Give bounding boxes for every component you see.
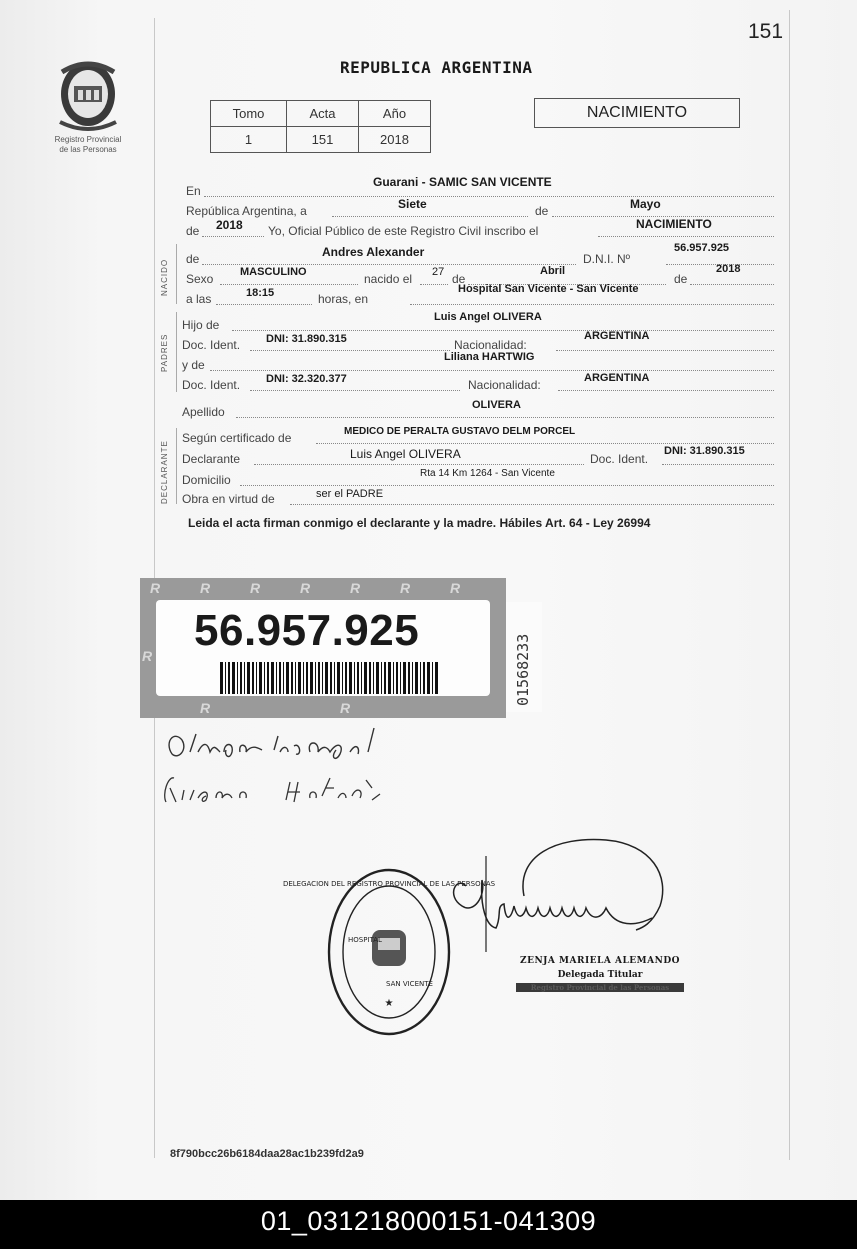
nacido-el-label: nacido el (364, 272, 413, 286)
birth-day-line (420, 284, 448, 285)
birth-day-value: 27 (432, 266, 445, 278)
de-label: de (535, 204, 549, 218)
hour-value: 18:15 (246, 287, 275, 299)
inscribe-line (598, 236, 774, 237)
sticker-r-mark: R (200, 580, 211, 596)
de2-label: de (186, 224, 200, 238)
logo-caption-line1: Registro Provincial (54, 135, 122, 144)
mother-value: Liliana HARTWIG (444, 351, 535, 363)
barcode (220, 662, 440, 694)
right-margin-line (789, 10, 790, 1160)
sexo-label: Sexo (186, 272, 214, 286)
dni-sticker (140, 578, 506, 718)
name-line (202, 264, 576, 265)
officer-title: Delegada Titular (557, 970, 643, 980)
officer-text: Yo, Oficial Público de este Registro Civil inscribo el (268, 224, 539, 238)
certificado-value: MEDICO DE PERALTA GUSTAVO DELM PORCEL (344, 426, 576, 437)
declarante-doc-label: Doc. Ident. (590, 452, 649, 466)
value-acta: 151 (287, 127, 359, 153)
domicilio-label: Domicilio (182, 473, 231, 487)
nac2-label: Nacionalidad: (468, 378, 541, 392)
apellido-value: OLIVERA (472, 399, 521, 411)
father-line (232, 330, 774, 331)
country-title: REPUBLICA ARGENTINA (340, 58, 533, 77)
obra-value: ser el PADRE (316, 488, 384, 500)
header-tomo: Tomo (211, 101, 287, 127)
sticker-r-mark: R (400, 580, 411, 596)
apellido-line (236, 417, 774, 418)
sticker-r-mark: R (350, 580, 361, 596)
a-las-label: a las (186, 292, 212, 306)
nac1-value: ARGENTINA (584, 330, 650, 342)
hour-line (216, 304, 312, 305)
day-value: Siete (398, 197, 427, 211)
doc1-label: Doc. Ident. (182, 338, 241, 352)
section-declarante: DECLARANTE (160, 440, 169, 504)
en-line (204, 196, 774, 197)
sticker-label (156, 600, 490, 696)
yde-label: y de (182, 358, 205, 372)
doc2-line (250, 390, 460, 391)
value-ano: 2018 (359, 127, 431, 153)
document-hash: 8f790bcc26b6184daa28ac1b239fd2a9 (170, 1148, 364, 1160)
stamp-inner-right: SAN VICENTE (386, 980, 433, 988)
doc2-label: Doc. Ident. (182, 378, 241, 392)
nac2-line (558, 390, 774, 391)
en-label: En (186, 184, 201, 198)
registry-stamp (282, 866, 496, 1038)
sticker-r-mark: R (200, 700, 211, 716)
declarante-doc-value: DNI: 31.890.315 (664, 445, 745, 457)
officer-subtitle: Registro Provincial de las Personas (516, 983, 684, 992)
de-label-2: de (452, 272, 466, 286)
domicilio-line (240, 485, 774, 486)
nac1-label: Nacionalidad: (454, 338, 527, 352)
sexo-line (220, 284, 358, 285)
nacido-de-label: de (186, 252, 200, 266)
horas-label: horas, en (318, 292, 369, 306)
act-type-box: NACIMIENTO (534, 98, 740, 128)
page-number: 151 (748, 20, 784, 43)
year-value: 2018 (216, 218, 243, 232)
obra-label: Obra en virtud de (182, 492, 275, 506)
sticker-r-mark: R (250, 580, 261, 596)
dni-label: D.N.I. Nº (583, 252, 631, 266)
domicilio-value: Rta 14 Km 1264 - San Vicente (420, 468, 555, 479)
certificado-label: Según certificado de (182, 431, 292, 445)
nac1-line (556, 350, 774, 351)
reference-table (210, 100, 431, 153)
doc1-line (250, 350, 450, 351)
father-value: Luis Angel OLIVERA (434, 311, 542, 323)
sticker-dni-number: 56.957.925 (194, 606, 420, 655)
birth-year-line (690, 284, 774, 285)
sticker-r-mark: R (340, 700, 351, 716)
sticker-r-mark: R (150, 580, 161, 596)
svg-text:★: ★ (384, 998, 394, 1009)
reference-value-row (211, 127, 431, 153)
republica-label: República Argentina, a (186, 204, 307, 218)
section-nacido: NACIDO (160, 258, 169, 296)
officer-signature (446, 836, 676, 956)
serial-strip (506, 602, 542, 712)
declarante-value: Luis Angel OLIVERA (350, 447, 461, 461)
section-padres: PADRES (160, 333, 169, 372)
nacido-bracket (176, 244, 182, 304)
officer-name: ZENJA MARIELA ALEMANDO (520, 956, 680, 966)
child-name-value: Andres Alexander (322, 245, 425, 259)
dni-value: 56.957.925 (674, 242, 730, 254)
header-acta: Acta (287, 101, 359, 127)
serial-number: 01568233 (514, 633, 532, 706)
hospital-line (410, 304, 774, 305)
sticker-r-mark: R (300, 580, 311, 596)
stamp-inner-left: HOSPITAL (348, 936, 382, 944)
doc2-value: DNI: 32.320.377 (266, 373, 347, 385)
declarante-doc-line (662, 464, 774, 465)
year-line (202, 236, 264, 237)
logo-caption (38, 135, 138, 155)
de-label-3: de (674, 272, 688, 286)
en-value: Guarani - SAMIC SAN VICENTE (373, 175, 552, 189)
obra-line (290, 504, 774, 505)
day-line (332, 216, 528, 217)
declarante-line (254, 464, 584, 465)
footer-code: 01_031218000151-041309 (260, 1206, 597, 1236)
hijo-label: Hijo de (182, 318, 220, 332)
certificado-line (316, 443, 774, 444)
header-ano: Año (359, 101, 431, 127)
month-value: Mayo (630, 197, 661, 211)
hospital-value: Hospital San Vicente - San Vicente (458, 283, 639, 295)
stamp-outer-text: DELEGACION DEL REGISTRO PROVINCIAL DE LAS PERSONAS (282, 880, 496, 888)
sexo-value: MASCULINO (240, 266, 307, 278)
footer-bar (0, 1200, 857, 1249)
logo-caption-line2: de las Personas (59, 145, 117, 154)
value-tomo: 1 (211, 127, 287, 153)
birth-year-value: 2018 (716, 263, 741, 275)
officer-stamp (516, 956, 684, 992)
declarante-signature (160, 722, 400, 772)
sticker-r-mark: R (142, 648, 153, 664)
nac2-value: ARGENTINA (584, 372, 650, 384)
apellido-label: Apellido (182, 405, 225, 419)
doc1-value: DNI: 31.890.315 (266, 333, 347, 345)
provincial-seal-logo (52, 52, 124, 132)
sticker-r-mark: R (450, 580, 461, 596)
birth-month-value: Abril (540, 265, 566, 277)
madre-signature (160, 768, 400, 810)
legal-note: Leida el acta firman conmigo el declarante y la madre. Hábiles Art. 64 - Ley 26994 (188, 516, 651, 530)
declarante-label: Declarante (182, 452, 241, 466)
inscribe-value: NACIMIENTO (636, 217, 712, 231)
reference-header-row (211, 101, 431, 127)
mother-line (210, 370, 774, 371)
